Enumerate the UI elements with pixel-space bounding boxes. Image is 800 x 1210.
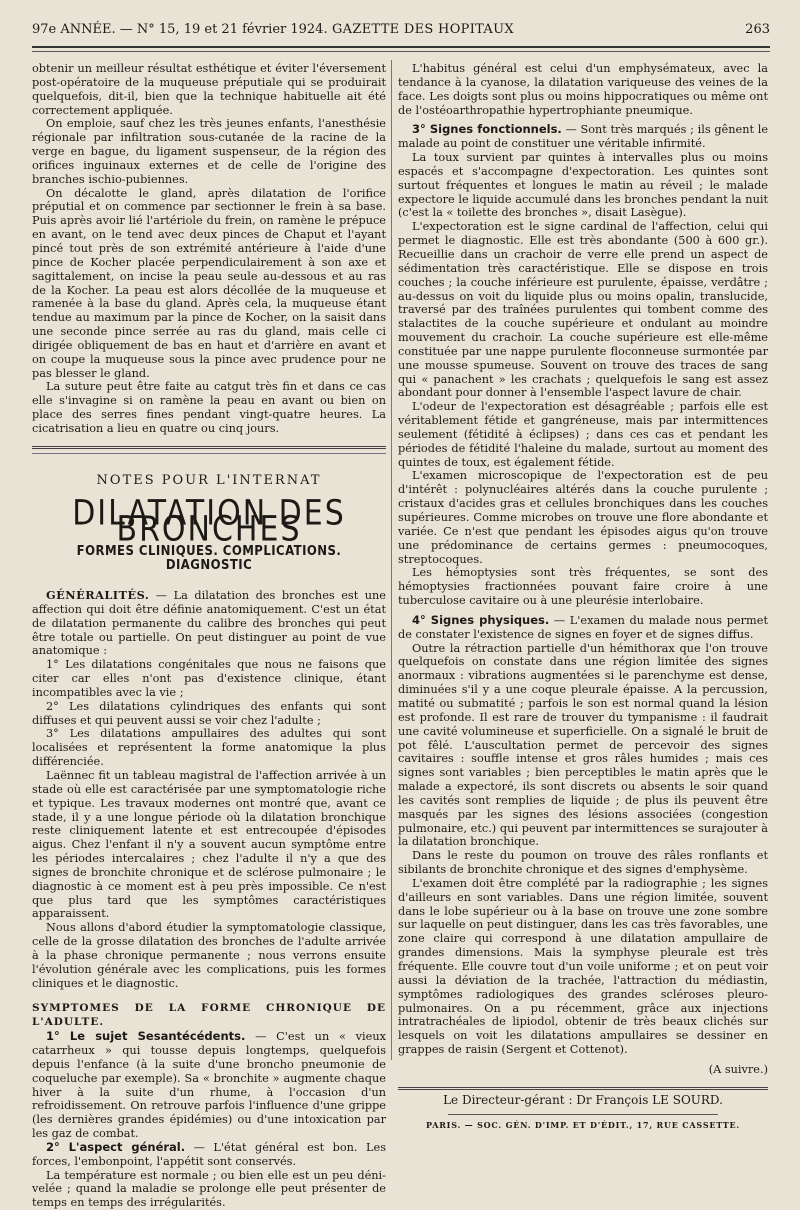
type-item: 3° Les dilatations ampullaires des adultes qui sont localisées et représentent la forme anatomique la plus différenciée. [32,727,386,769]
sujet-label: 1° Le sujet Sesantécédents. [46,1029,246,1044]
habitus-paragraph: L'habitus général est celui d'un emphysémateux, avec la tendance à la cyanose, la dilatation variqueuse des veines de la face. Les doigts sont plus ou moins hippocratiques ou même ont de l'ostéoarthropathie hypertrophiante pneumique. [398,62,768,117]
continued-paragraph: obtenir un meilleur résultat esthétique et éviter l'éversement post-opératoire de la muqueuse préputiale qui se produirait quelquefois, dit-il, bien que la technique habituelle ait été correctement appliquée. [32,62,386,117]
suture-paragraph: La suture peut être faite au catgut très fin et dans ce cas elle s'invagine si on ramène la peau en avant ou bien on place des serres fines pendant vingt-quatre heures. La cicatrisation a lieu en quatre ou cinq jours. [32,380,386,435]
anesthesia-paragraph: On emploie, sauf chez les très jeunes enfants, l'anesthésie régionale par infiltration sous-cutanée de la racine de la verge en bague, du ligament suspenseur, de la région des orifices inguinaux externes et de celle de l'origine des branches ischio-pubiennes. [32,117,386,186]
aspect-label: 2° L'aspect général. [46,1139,186,1154]
a-suivre: (A suivre.) [708,1062,768,1076]
signes-fonctionnels-label: 3° Signes fonctionnels. [412,122,562,137]
plan-paragraph: Nous allons d'abord étudier la symptomatologie classique, celle de la grosse dilatation des bronches de l'adulte arrivée à la phase chronique permanente ; nous verrons ensuite l'évolution générale avec les complications, puis les formes cliniques et le diagnostic. [32,921,386,990]
toux-paragraph: La toux survient par quintes à intervalles plus ou moins espacés et s'accompagne d'expectoration. Les quintes sont surtout fréquentes et longues le matin au réveil ; le malade expectore le liquide accumulé dans les bronches pendant la nuit (c'est la « toilette des bronches », disait Lasègue). [398,151,768,220]
type-item: 1° Les dilatations congénitales que nous ne faisons que citer car elles n'ont pas d'existence clinique, étant incompatibles avec la vie ; [32,658,386,699]
section-rule-thin [32,453,386,454]
examen-paragraph: L'examen microscopique de l'expectoration est de peu d'intérêt : polynucléaires altérés dans la couche purulente ; cristaux d'acides gras et cellules bronchiques dans les couches supérieures. Comme microbes on trouve une flore abondante et variée. Ce n'est que pendant les épisodes aigus qu'on trouve une prédominance de certains germes : pneumocoques, streptocoques. [398,469,768,566]
sujet-paragraph [32,1030,386,1141]
symptomes-heading: SYMPTOMES DE LA FORME CHRONIQUE DE L'ADULTE. [32,1002,386,1029]
section-rule-thick [32,446,386,449]
expectoration-paragraph: L'expectoration est le signe cardinal de l'affection, celui qui permet le diagnostic. Elle est très abondante (500 à 600 gr.). Recueillie dans un crachoir de verre elle prend un aspect de sédimentation très caractéristique. Elle se dispose en trois couches ; la couche inférieure est purulente, épaisse, verdâtre ; au-dessus on voit du liquide plus ou moins opalin, translucide, traversé par des traînées purulentes qui tombent comme des stalactites de la couche supérieure et ondulant au moindre mouvement du crachoir. La couche supérieure est elle-même constituée par une nappe purulente floconneuse surmontée par une mousse spumeuse. Souvent on trouve des traces de sang qui « panachent » les crachats ; quelquefois le sang est assez abondant pour donner à l'ensemble l'aspect lavure de chair. [398,220,768,400]
section-label: NOTES POUR L'INTERNAT [96,472,322,488]
signes-physiques-text: — L'examen du malade nous permet de constater l'existence de signes en foyer et de signes diffus. [398,613,768,641]
signes-fonctionnels-text: — Sont très marqués ; ils gênent le malade au point de constituer une véritable infirmité. [398,123,768,151]
article-subtitle: FORMES CLINIQUES. COMPLICATIONS. DIAGNOSTIC [76,544,342,574]
signes-physiques-paragraph [398,614,768,642]
generalites-paragraph [32,589,386,658]
sujet-text: — C'est un « vieux catarrheux » qui tousse depuis longtemps, quelquefois depuis l'enfance (à la suite d'une broncho pneumonie de coqueluche par exemple). Sa « bronchite » augmente chaque hiver à la suite d'un rhume, à l'occasion d'un refroidissement. On retrouve parfois l'influence d'une grippe (les dernières grandes épidémies) ou d'une intoxication par les gaz de combat. [32,1030,386,1141]
imprimeur-line: PARIS. — SOC. GÉN. D'IMP. ET D'ÉDIT., 17, RUE CASSETTE. [425,1119,740,1130]
article-title: DILATATION DES BRONCHES [72,492,346,550]
signes-physiques-label: 4° Signes physiques. [412,612,550,627]
page-number: 263 [745,22,770,37]
radiographie-paragraph: L'examen doit être complété par la radiographie ; les signes d'ailleurs en sont variables. Dans une région limitée, souvent dans le lobe supérieur ou à la base on trouve une zone sombre sur laquelle on peut distinguer, dans les cas très favorables, une zone claire qui correspond à une dilatation ampullaire de grandes dimensions. Mais la symphyse pleurale est très fréquente. Elle couvre tout d'un voile uniforme ; et on peut voir aussi la déviation de la trachée, l'attraction du médiastin, symptômes radiologiques des grandes scléroses pleuro-pulmonaires. On a pu récemment, grâce aux injections intratrachéales de lipiodol, obtenir de très beaux clichés sur lesquels on voit les dilatations ampullaires se dessiner en grappes de raisin (Sergent et Cottenot). [398,876,768,1057]
odeur-paragraph: L'odeur de l'expectoration est désagréable ; parfois elle est véritablement fétide et gangréneuse, mais par intermittences seulement (fétidité à éclipses) ; dans ces cas et pendant les périodes de fétidité l'haleine du malade, surtout au moment des quintes de toux, est également fétide. [398,400,768,469]
footer-rule [398,1087,768,1090]
type-item: 2° Les dilatations cylindriques des enfants qui sont diffuses et qui peuvent aussi se voir chez l'adulte ; [32,699,386,727]
column-divider [391,60,392,1060]
header-rule-thin [32,51,770,52]
reste-paragraph: Dans le reste du poumon on trouve des râles ronflants et sibilants de bronchite chronique et des signes d'emphysème. [398,849,768,877]
aspect-paragraph [32,1141,386,1169]
right-column [398,62,768,1132]
temperature-paragraph: La température est normale ; ou bien elle est un peu déni-velée ; quand la maladie se prolonge elle peut présenter de temps en temps des irrégularités. [32,1168,386,1210]
laennec-paragraph: Laënnec fit un tableau magistral de l'affection arrivée à un stade où elle est caractérisée par une symptomatologie riche et typique. Les travaux modernes ont montré que, avant ce stade, il y a une longue période où la dilatation bronchique reste cliniquement latente et est entrecoupée d'épisodes aigus. Chez l'enfant il n'y a souvent aucun symptôme entre les périodes intercalaires ; chez l'adulte il n'y a que des signes de bronchite chronique et de sclérose pulmonaire ; le diagnostic à ce moment est à peu près impossible. Ce n'est que plus tard que les symptômes caractéristiques apparaissent. [32,768,386,921]
header-rule [32,46,770,48]
aspect-text: — L'état général est bon. Les forces, l'embonpoint, l'appétit sont conservés. [32,1140,386,1168]
outre-paragraph: Outre la rétraction partielle d'un hémithorax que l'on trouve quelquefois on constate dans une région limitée des signes anormaux : vibrations augmentées si le parenchyme est dense, diminuées s'il y a une coque pleurale épaisse. A la percussion, matité ou submatité ; parfois le son est normal quand la lésion est profonde. Il est rare de trouver du tympanisme : il faudrait une cavité volumineuse et superficielle. On a signalé le bruit de pot fêlé. L'auscultation permet de percevoir des signes cavitaires : souffle intense et gros râles humides ; mais ces signes sont variables ; bien perceptibles le matin après que le malade a expectoré, ils sont discrets ou absents le soir quand les cavités sont remplies de liquide ; de plus ils peuvent être masqués par les signes des lésions associées (congestion pulmonaire, etc.) qui peuvent par intermittences se surajouter à la dilatation bronchique. [398,641,768,849]
procedure-paragraph: On décalotte le gland, après dilatation de l'orifice préputial et on commence par sectionner le frein à sa base. Puis après avoir lié l'artériole du frein, on ramène le prépuce en avant, on le tend avec deux pinces de Chaput et l'ayant pincé tout près de son extrémité antérieure à l'aide d'une pince de Kocher placée perpendiculairement à son axe et sagittalement, on incise la peau seule au-dessous et au ras de la Kocher. La peau est alors décollée de la muqueuse et ramenée à la base du gland. Après cela, la muqueuse étant tendue au maximum par la pince de Kocher, on la saisit dans une seconde pince serrée au ras du gland, mais celle ci dirigée obliquement de bas en haut et d'arrière en avant et on coupe la muqueuse sous la pince avec prudence pour ne pas blesser le gland. [32,186,386,380]
left-column [32,62,386,1210]
issue-info: 97e ANNÉE. — N° 15, 19 et 21 février 1924. [32,22,328,37]
directeur-rule [448,1114,718,1115]
journal-title: GAZETTE DES HOPITAUX [332,22,514,37]
generalites-text: — La dilatation des bronches est une affection qui doit être définie anatomiquement. C'est un état de dilatation permanente du calibre des bronches qui peut être totale ou partielle. On peut distinguer au point de vue anatomique : [32,589,386,658]
signes-fonctionnels-paragraph [398,123,768,151]
generalites-label: GÉNÉRALITÉS. [46,588,150,602]
page-header [32,22,770,44]
hemoptysies-paragraph: Les hémoptysies sont très fréquentes, se sont des hémoptysies fractionnées pouvant faire croire à une tuberculose cavitaire ou à une pleurésie interlobaire. [398,566,768,608]
directeur-line: Le Directeur-gérant : Dr François LE SOURD. [443,1092,723,1107]
